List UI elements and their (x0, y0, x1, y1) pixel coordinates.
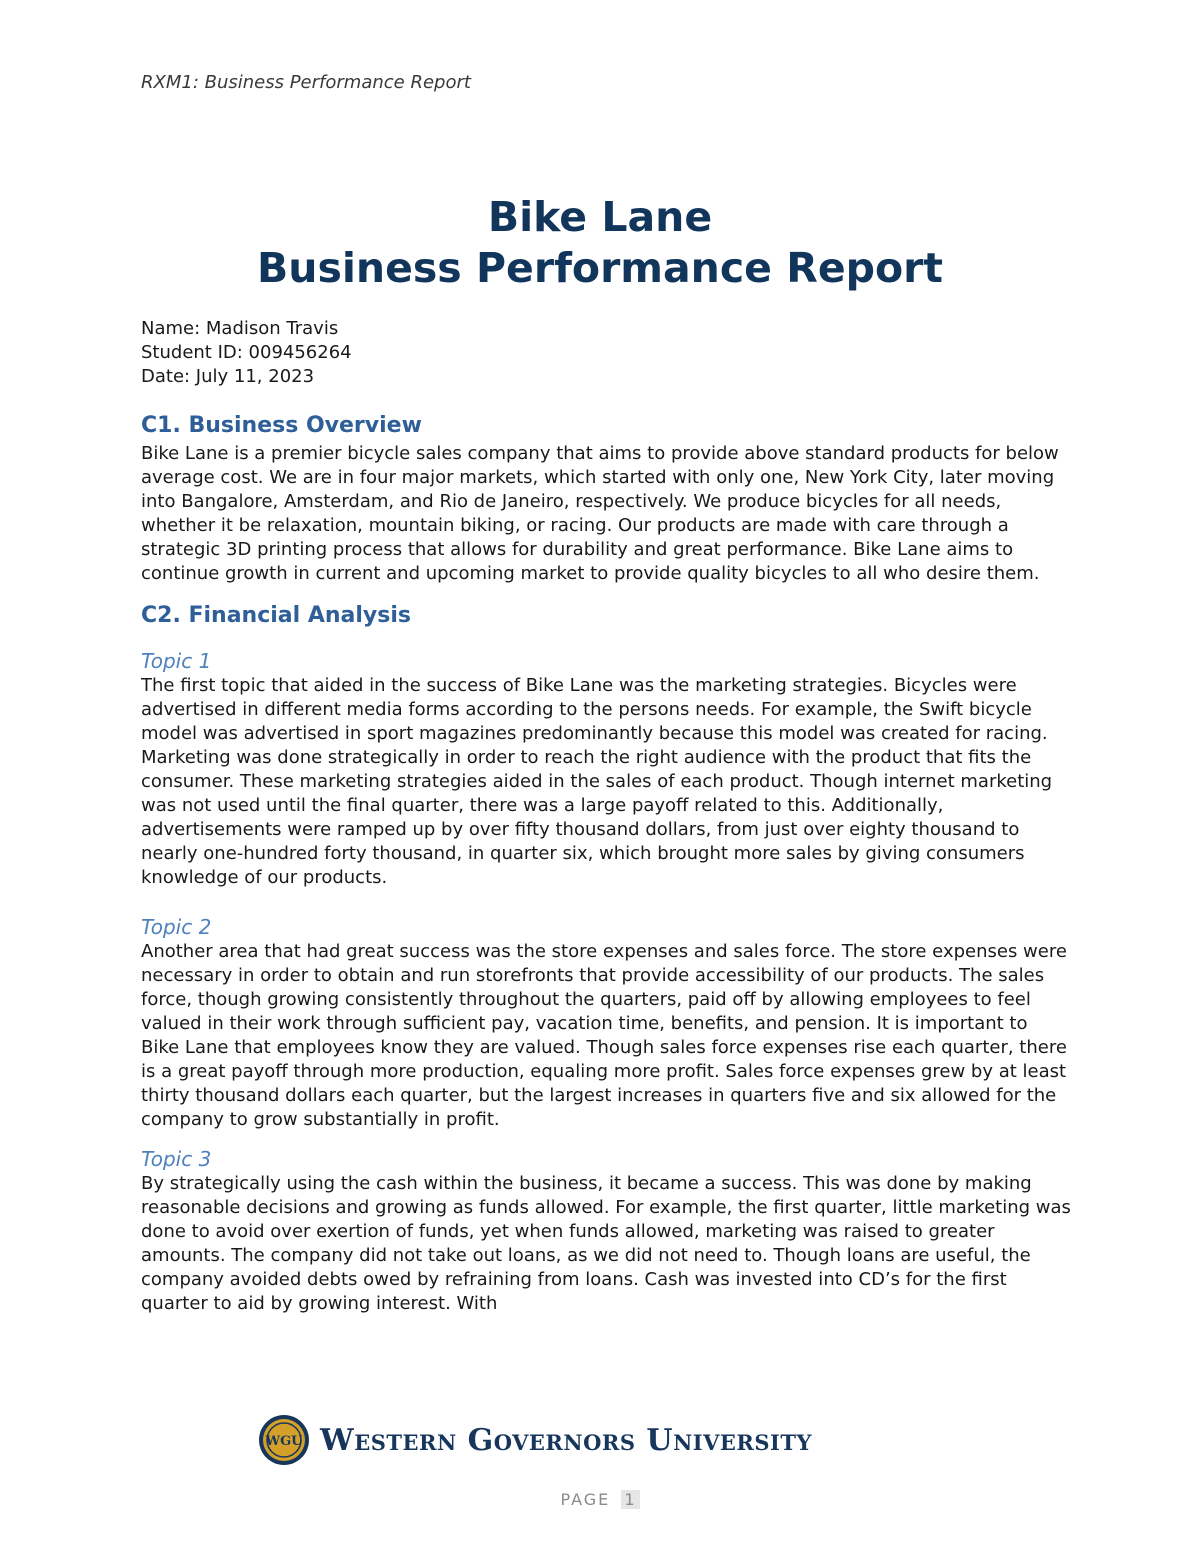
student-name: Name: Madison Travis (141, 318, 339, 339)
section-heading-c1: C1. Business Overview (141, 413, 422, 438)
university-logo (258, 1412, 812, 1468)
topic-heading-1: Topic 1 (141, 649, 212, 673)
title-line-1: Bike Lane (487, 193, 713, 241)
topic-body-1: The first topic that aided in the success of Bike Lane was the marketing strategies. Bicycles were advertised in different media forms according to the persons needs. For example, the Swift bicycle model was advertised in sport magazines predominantly because this model was created for racing. Marketing was done strategically in order to reach the right audience with the product that fits the consumer. These marketing strategies aided in the sales of each product. Though internet marketing was not used until the final quarter, there was a large payoff related to this. Additionally, advertisements were ramped up by over fifty thousand dollars, from just over eighty thousand to nearly one-hundred forty thousand, in quarter six, which brought more sales by giving consumers knowledge of our products. (141, 675, 1053, 888)
topic-heading-3: Topic 3 (141, 1147, 212, 1171)
seal-lettering: WGU (265, 1434, 303, 1449)
page-number (0, 1490, 1200, 1509)
report-date: Date: July 11, 2023 (141, 366, 315, 387)
running-header: RXM1: Business Performance Report (141, 72, 471, 93)
document-title (0, 192, 1200, 294)
university-seal-icon (258, 1414, 310, 1466)
student-id: Student ID: 009456264 (141, 342, 352, 363)
student-info (141, 317, 352, 389)
section-body-c1: Bike Lane is a premier bicycle sales company that aims to provide above standard products for below average cost. We are in four major markets, which started with only one, New York City, later moving into Bangalore, Amsterdam, and Rio de Janeiro, respectively. We produce bicycles for all needs, whether it be relaxation, mountain biking, or racing. Our products are made with care through a strategic 3D printing process that allows for durability and great performance. Bike Lane aims to continue growth in current and upcoming market to provide quality bicycles to all who desire them. (141, 443, 1059, 584)
page-number-value: 1 (621, 1490, 639, 1509)
topic-body-3: By strategically using the cash within the business, it became a success. This was done by making reasonable decisions and growing as funds allowed. For example, the first quarter, little marketing was done to avoid over exertion of funds, yet when funds allowed, marketing was raised to greater amounts. The company did not take out loans, as we did not need to. Though loans are useful, the company avoided debts owed by refraining from loans. Cash was invested into CD’s for the first quarter to aid by growing interest. With (141, 1173, 1071, 1314)
title-line-2: Business Performance Report (257, 244, 943, 292)
report-body (141, 410, 1071, 1316)
section-heading-c2: C2. Financial Analysis (141, 603, 411, 628)
page-label: PAGE (560, 1490, 611, 1509)
topic-body-2: Another area that had great success was the store expenses and sales force. The store expenses were necessary in order to obtain and run storefronts that provide accessibility of our products. The sales force, though growing consistently throughout the quarters, paid off by allowing employees to feel valued in their work through sufficient pay, vacation time, benefits, and pension. It is important to Bike Lane that employees know they are valued. Though sales force expenses rise each quarter, there is a great payoff through more production, equaling more profit. Sales force expenses grew by at least thirty thousand dollars each quarter, but the largest increases in quarters five and six allowed for the company to grow substantially in profit. (141, 941, 1067, 1130)
topic-heading-2: Topic 2 (141, 915, 212, 939)
university-name: Western Governors University (320, 1422, 812, 1458)
